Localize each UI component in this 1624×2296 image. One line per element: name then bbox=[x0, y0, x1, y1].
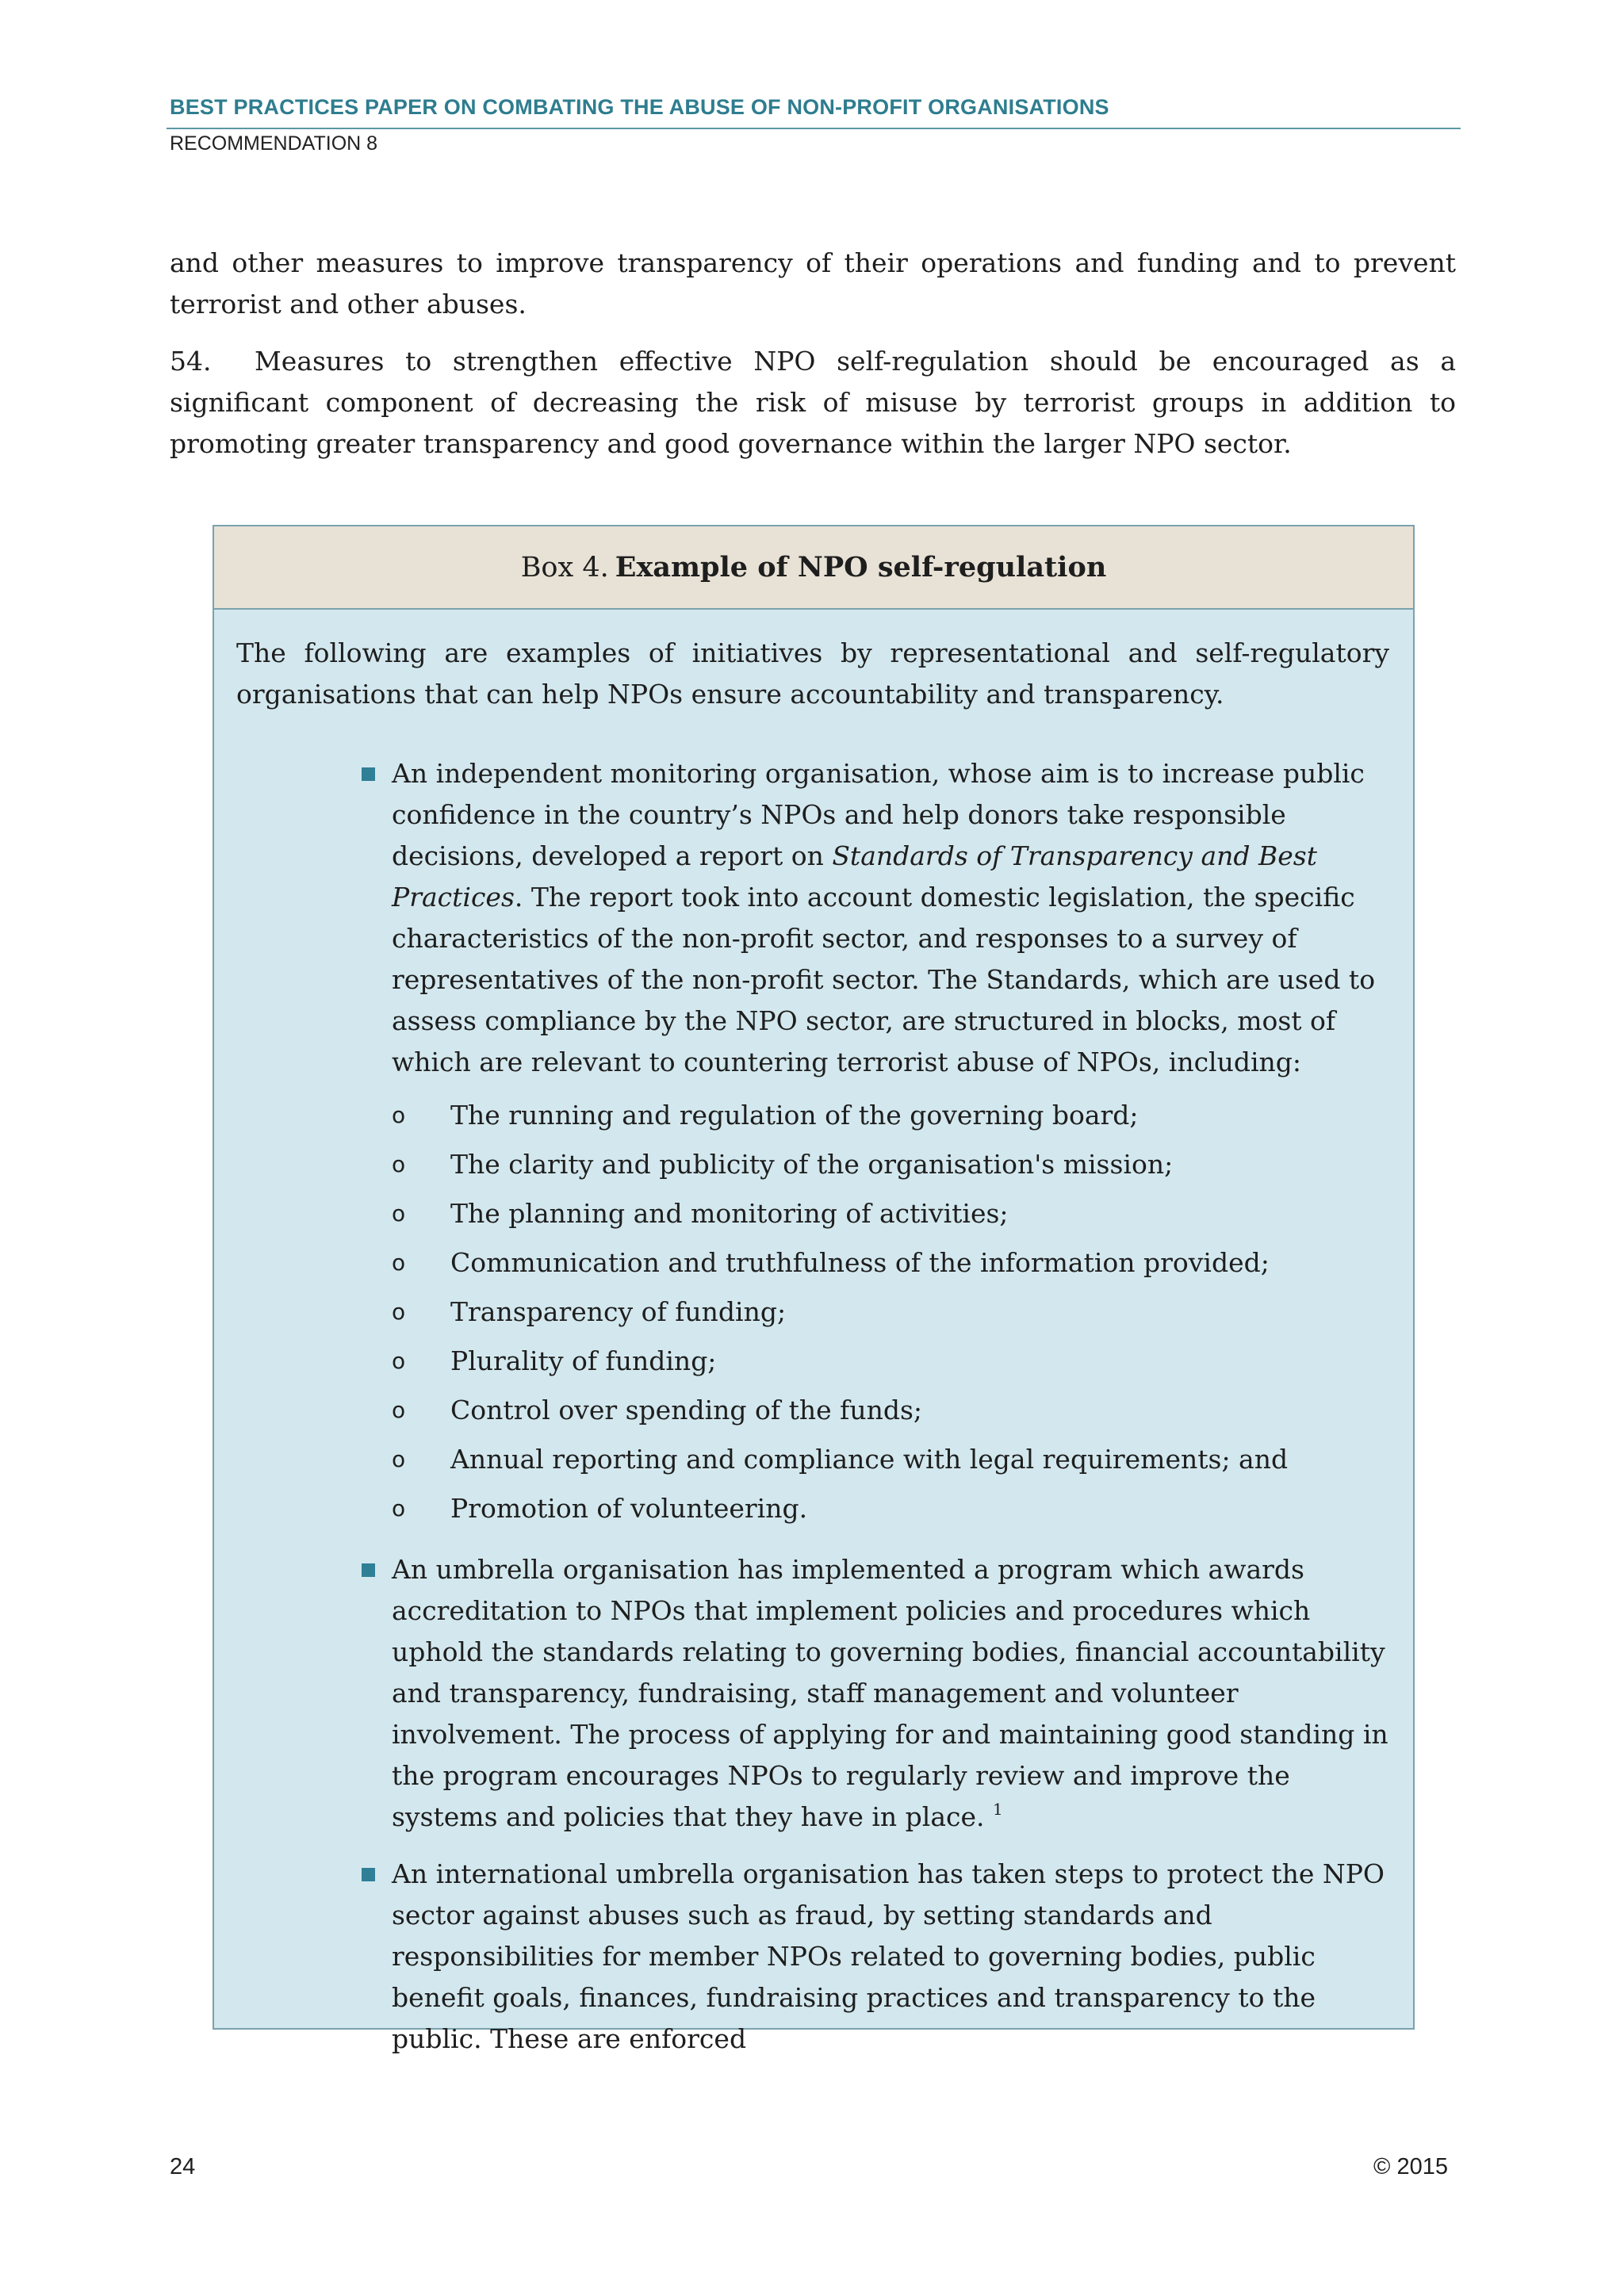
sub-list-item bbox=[392, 1140, 1392, 1189]
sub-list-item bbox=[392, 1288, 1392, 1337]
sub-list-item-text: Communication and truthfulness of the information provided; bbox=[450, 1247, 1270, 1278]
running-header-title: BEST PRACTICES PAPER ON COMBATING THE ABUSE OF NON-PROFIT ORGANISATIONS bbox=[170, 95, 1109, 119]
circle-bullet-icon: o bbox=[392, 1495, 406, 1521]
circle-bullet-icon: o bbox=[392, 1200, 406, 1226]
report-title: Standards of Transparency and Best Practices bbox=[392, 840, 1317, 913]
circle-bullet-icon: o bbox=[392, 1102, 406, 1128]
circle-bullet-icon: o bbox=[392, 1446, 406, 1472]
header-divider bbox=[167, 128, 1461, 129]
bullet-2-text: An umbrella organisation has implemented a program which awards accreditation to NPOs that implement policies and procedures which uphold the standards relating to governing bodies, financial accountability and transparency, fundraising, staff management and volunteer involvement. The process of applying for and maintaining good standing in the program encourages NPOs to regularly review and improve the systems and policies that they have in place. bbox=[392, 1554, 1388, 1832]
sub-list-item-text: Control over spending of the funds; bbox=[450, 1395, 923, 1425]
box-label: Box 4. bbox=[520, 551, 609, 584]
sub-list-item bbox=[392, 1386, 1392, 1435]
sub-list-item-text: Plurality of funding; bbox=[450, 1345, 717, 1376]
sub-list-item-text: The running and regulation of the governing board; bbox=[450, 1100, 1139, 1131]
circle-bullet-icon: o bbox=[392, 1397, 406, 1423]
circle-bullet-icon: o bbox=[392, 1348, 406, 1374]
list-item bbox=[362, 753, 1392, 1533]
sub-list-item-text: Annual reporting and compliance with legal requirements; and bbox=[450, 1444, 1289, 1475]
square-bullet-icon bbox=[362, 1563, 375, 1577]
circle-bullet-icon: o bbox=[392, 1249, 406, 1276]
sub-list-item-text: Promotion of volunteering. bbox=[450, 1493, 808, 1524]
initiatives-list bbox=[362, 753, 1392, 2076]
sub-list-item bbox=[392, 1091, 1392, 1140]
bullet-3-text: An international umbrella organisation has taken steps to protect the NPO sector against abuses such as fraud, by setting standards and responsibilities for member NPOs related to governing bodies, public benefit goals, finances, fundraising practices and transparency to the public. These are enforced bbox=[392, 1858, 1385, 2054]
box-header bbox=[214, 526, 1413, 610]
sub-list-item bbox=[392, 1337, 1392, 1386]
list-item bbox=[362, 1549, 1392, 1838]
circle-bullet-icon: o bbox=[392, 1151, 406, 1177]
sub-list-item-text: The planning and monitoring of activities; bbox=[450, 1198, 1009, 1229]
sub-list-item bbox=[392, 1435, 1392, 1484]
page-number: 24 bbox=[170, 2154, 196, 2179]
box-intro: The following are examples of initiatives by representational and self-regulatory organisations that can help NPOs ensure accountability and transparency. bbox=[236, 637, 1389, 710]
paragraph-54-text: Measures to strengthen effective NPO self-regulation should be encouraged as a significant component of decreasing the risk of misuse by terrorist groups in addition to promoting greater transparency and good governance within the larger NPO sector. bbox=[170, 346, 1456, 459]
list-item bbox=[362, 1854, 1392, 2060]
bullet-1-text-cont: . The report took into account domestic legislation, the specific characteristics of the non-profit sector, and responses to a survey of representatives of the non-profit sector. The Standards, which are used to assess compliance by the NPO sector, are structured in blocks, most of which are relevant to countering terrorist abuse of NPOs, including: bbox=[392, 882, 1376, 1077]
box-4 bbox=[213, 525, 1415, 2054]
sub-list-item bbox=[392, 1484, 1392, 1533]
sub-list-item-text: Transparency of funding; bbox=[450, 1296, 787, 1327]
bullet-1-text: An independent monitoring organisation, whose aim is to increase public confidence in the country’s NPOs and help donors take responsible decisions, developed a report on bbox=[392, 758, 1365, 871]
square-bullet-icon bbox=[362, 767, 375, 781]
circle-bullet-icon: o bbox=[392, 1299, 406, 1325]
footnote-marker[interactable]: 1 bbox=[993, 1800, 1003, 1819]
paragraph-continuation: and other measures to improve transparency of their operations and funding and to prevent terrorist and other abuses. bbox=[170, 247, 1456, 320]
sub-list-item bbox=[392, 1238, 1392, 1288]
paragraph-number: 54. bbox=[170, 346, 212, 377]
running-header-subtitle: RECOMMENDATION 8 bbox=[170, 132, 378, 155]
copyright: © 2015 bbox=[1373, 2154, 1448, 2179]
sub-list-item bbox=[392, 1189, 1392, 1238]
box-title: Example of NPO self-regulation bbox=[615, 551, 1107, 584]
paragraph-54 bbox=[170, 341, 1456, 465]
sub-list-item-text: The clarity and publicity of the organisation's mission; bbox=[450, 1149, 1174, 1180]
square-bullet-icon bbox=[362, 1868, 375, 1881]
standards-blocks-list bbox=[392, 1091, 1392, 1533]
